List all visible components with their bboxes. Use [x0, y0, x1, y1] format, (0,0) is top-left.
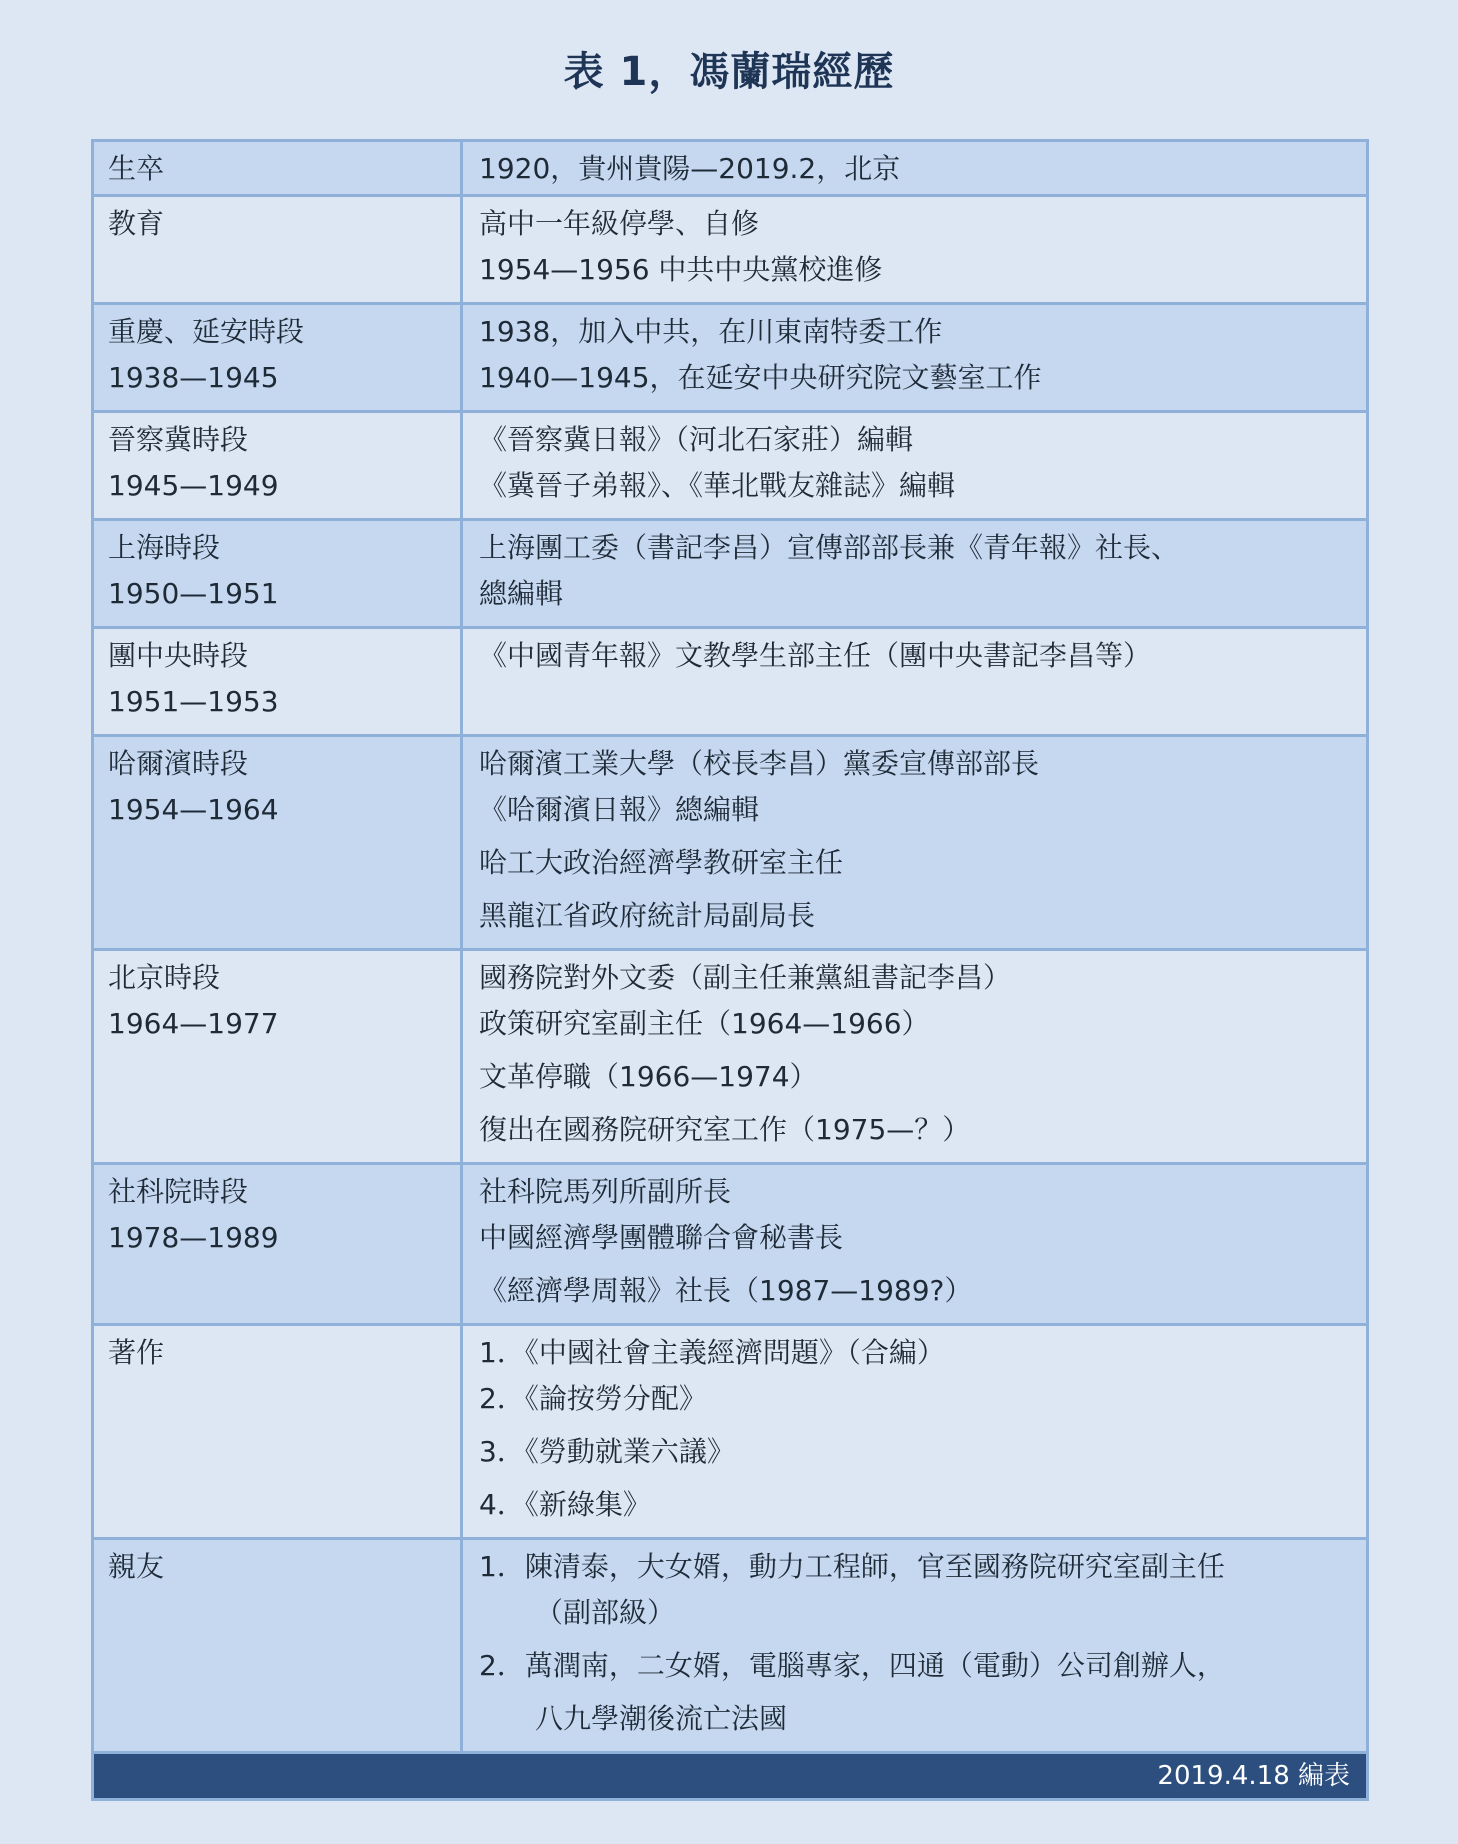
row-label: 教育 [108, 207, 165, 240]
row-label-cell [94, 521, 463, 626]
row-period: 1951—1953 [108, 685, 279, 718]
row-content-line: 1．陳清泰，大女婿，動力工程師，官至國務院研究室副主任 [479, 1550, 1225, 1583]
row-label-cell [94, 629, 463, 734]
table-row [94, 629, 1366, 737]
row-content-line: 1．《中國社會主義經濟問題》（合編） [479, 1336, 945, 1369]
row-content-line: 1940—1945，在延安中央研究院文藝室工作 [479, 361, 1042, 394]
row-label: 生卒 [108, 152, 165, 185]
row-label: 社科院時段 [108, 1175, 249, 1208]
row-label: 重慶、延安時段 [108, 315, 305, 348]
row-label-cell [94, 413, 463, 518]
row-content-line: 八九學潮後流亡法國 [535, 1702, 788, 1735]
row-period: 1950—1951 [108, 577, 279, 610]
row-label-cell [94, 197, 463, 302]
row-content-cell [463, 413, 1366, 518]
row-content-line: 總編輯 [479, 577, 564, 610]
row-label-cell [94, 1540, 463, 1751]
row-content-line: 高中一年級停學、自修 [479, 207, 760, 240]
row-label-cell [94, 142, 463, 194]
row-content-line: 哈工大政治經濟學教研室主任 [479, 846, 844, 879]
table-row [94, 413, 1366, 521]
row-content-line: 上海團工委（書記李昌）宣傳部部長兼《青年報》社長、 [479, 531, 1180, 564]
row-content-cell [463, 197, 1366, 302]
row-content-cell [463, 521, 1366, 626]
row-period: 1945—1949 [108, 469, 279, 502]
row-content-line: 2．《論按勞分配》 [479, 1382, 707, 1415]
table-row [94, 1326, 1366, 1540]
table-row [94, 1540, 1366, 1754]
row-label-cell [94, 1326, 463, 1537]
row-label: 哈爾濱時段 [108, 747, 249, 780]
row-label: 親友 [108, 1550, 165, 1583]
row-content-cell [463, 1165, 1366, 1323]
table-row [94, 142, 1366, 197]
row-label: 晉察冀時段 [108, 423, 249, 456]
row-content-line: 政策研究室副主任（1964—1966） [479, 1007, 930, 1040]
career-table [91, 139, 1369, 1801]
row-content-line: 社科院馬列所副所長 [479, 1175, 732, 1208]
row-content-cell [463, 1540, 1366, 1751]
row-label-cell [94, 951, 463, 1162]
row-content-cell [463, 142, 1366, 194]
row-content-line: 文革停職（1966—1974） [479, 1060, 818, 1093]
row-content-line: 4．《新綠集》 [479, 1488, 651, 1521]
row-label: 上海時段 [108, 531, 221, 564]
table-footer: 2019.4.18 編表 [94, 1754, 1366, 1798]
row-content-line: 復出在國務院研究室工作（1975—？） [479, 1113, 971, 1146]
row-content-line: 《中國青年報》文教學生部主任（團中央書記李昌等） [479, 639, 1152, 672]
row-label-cell [94, 1165, 463, 1323]
row-content-line: 黑龍江省政府統計局副局長 [479, 899, 816, 932]
row-content-line: 哈爾濱工業大學（校長李昌）黨委宣傳部部長 [479, 747, 1040, 780]
row-content-cell [463, 737, 1366, 948]
row-content-cell [463, 305, 1366, 410]
row-content-line: 3．《勞動就業六議》 [479, 1435, 735, 1468]
row-period: 1978—1989 [108, 1221, 279, 1254]
row-content-cell [463, 629, 1366, 734]
row-period: 1964—1977 [108, 1007, 279, 1040]
table-row [94, 197, 1366, 305]
table-row [94, 1165, 1366, 1326]
row-content-line: 1954—1956 中共中央黨校進修 [479, 253, 883, 286]
row-content-line: 《經濟學周報》社長（1987—1989?） [479, 1274, 973, 1307]
row-label: 著作 [108, 1336, 165, 1369]
row-label-cell [94, 305, 463, 410]
row-content-line: 《冀晉子弟報》、《華北戰友雜誌》編輯 [479, 469, 956, 502]
table-row [94, 951, 1366, 1165]
row-label: 團中央時段 [108, 639, 249, 672]
row-content-cell [463, 1326, 1366, 1537]
row-period: 1938—1945 [108, 361, 279, 394]
row-period: 1954—1964 [108, 793, 279, 826]
table-row [94, 737, 1366, 951]
row-content-line: 1938，加入中共，在川東南特委工作 [479, 315, 943, 348]
row-content-line: 《哈爾濱日報》總編輯 [479, 793, 760, 826]
row-content-line: 1920，貴州貴陽—2019.2，北京 [479, 152, 901, 185]
row-content-cell [463, 951, 1366, 1162]
row-content-line: 中國經濟學團體聯合會秘書長 [479, 1221, 844, 1254]
row-content-line: 《晉察冀日報》（河北石家莊）編輯 [479, 423, 914, 456]
row-label-cell [94, 737, 463, 948]
table-row [94, 521, 1366, 629]
row-content-line: （副部級） [535, 1596, 676, 1629]
row-content-line: 國務院對外文委（副主任兼黨組書記李昌） [479, 961, 1012, 994]
table-row [94, 305, 1366, 413]
row-content-line: 2．萬潤南，二女婿，電腦專家，四通（電動）公司創辦人， [479, 1649, 1225, 1682]
table-title: 表 1，馮蘭瑞經歷 [563, 49, 895, 95]
row-label: 北京時段 [108, 961, 221, 994]
